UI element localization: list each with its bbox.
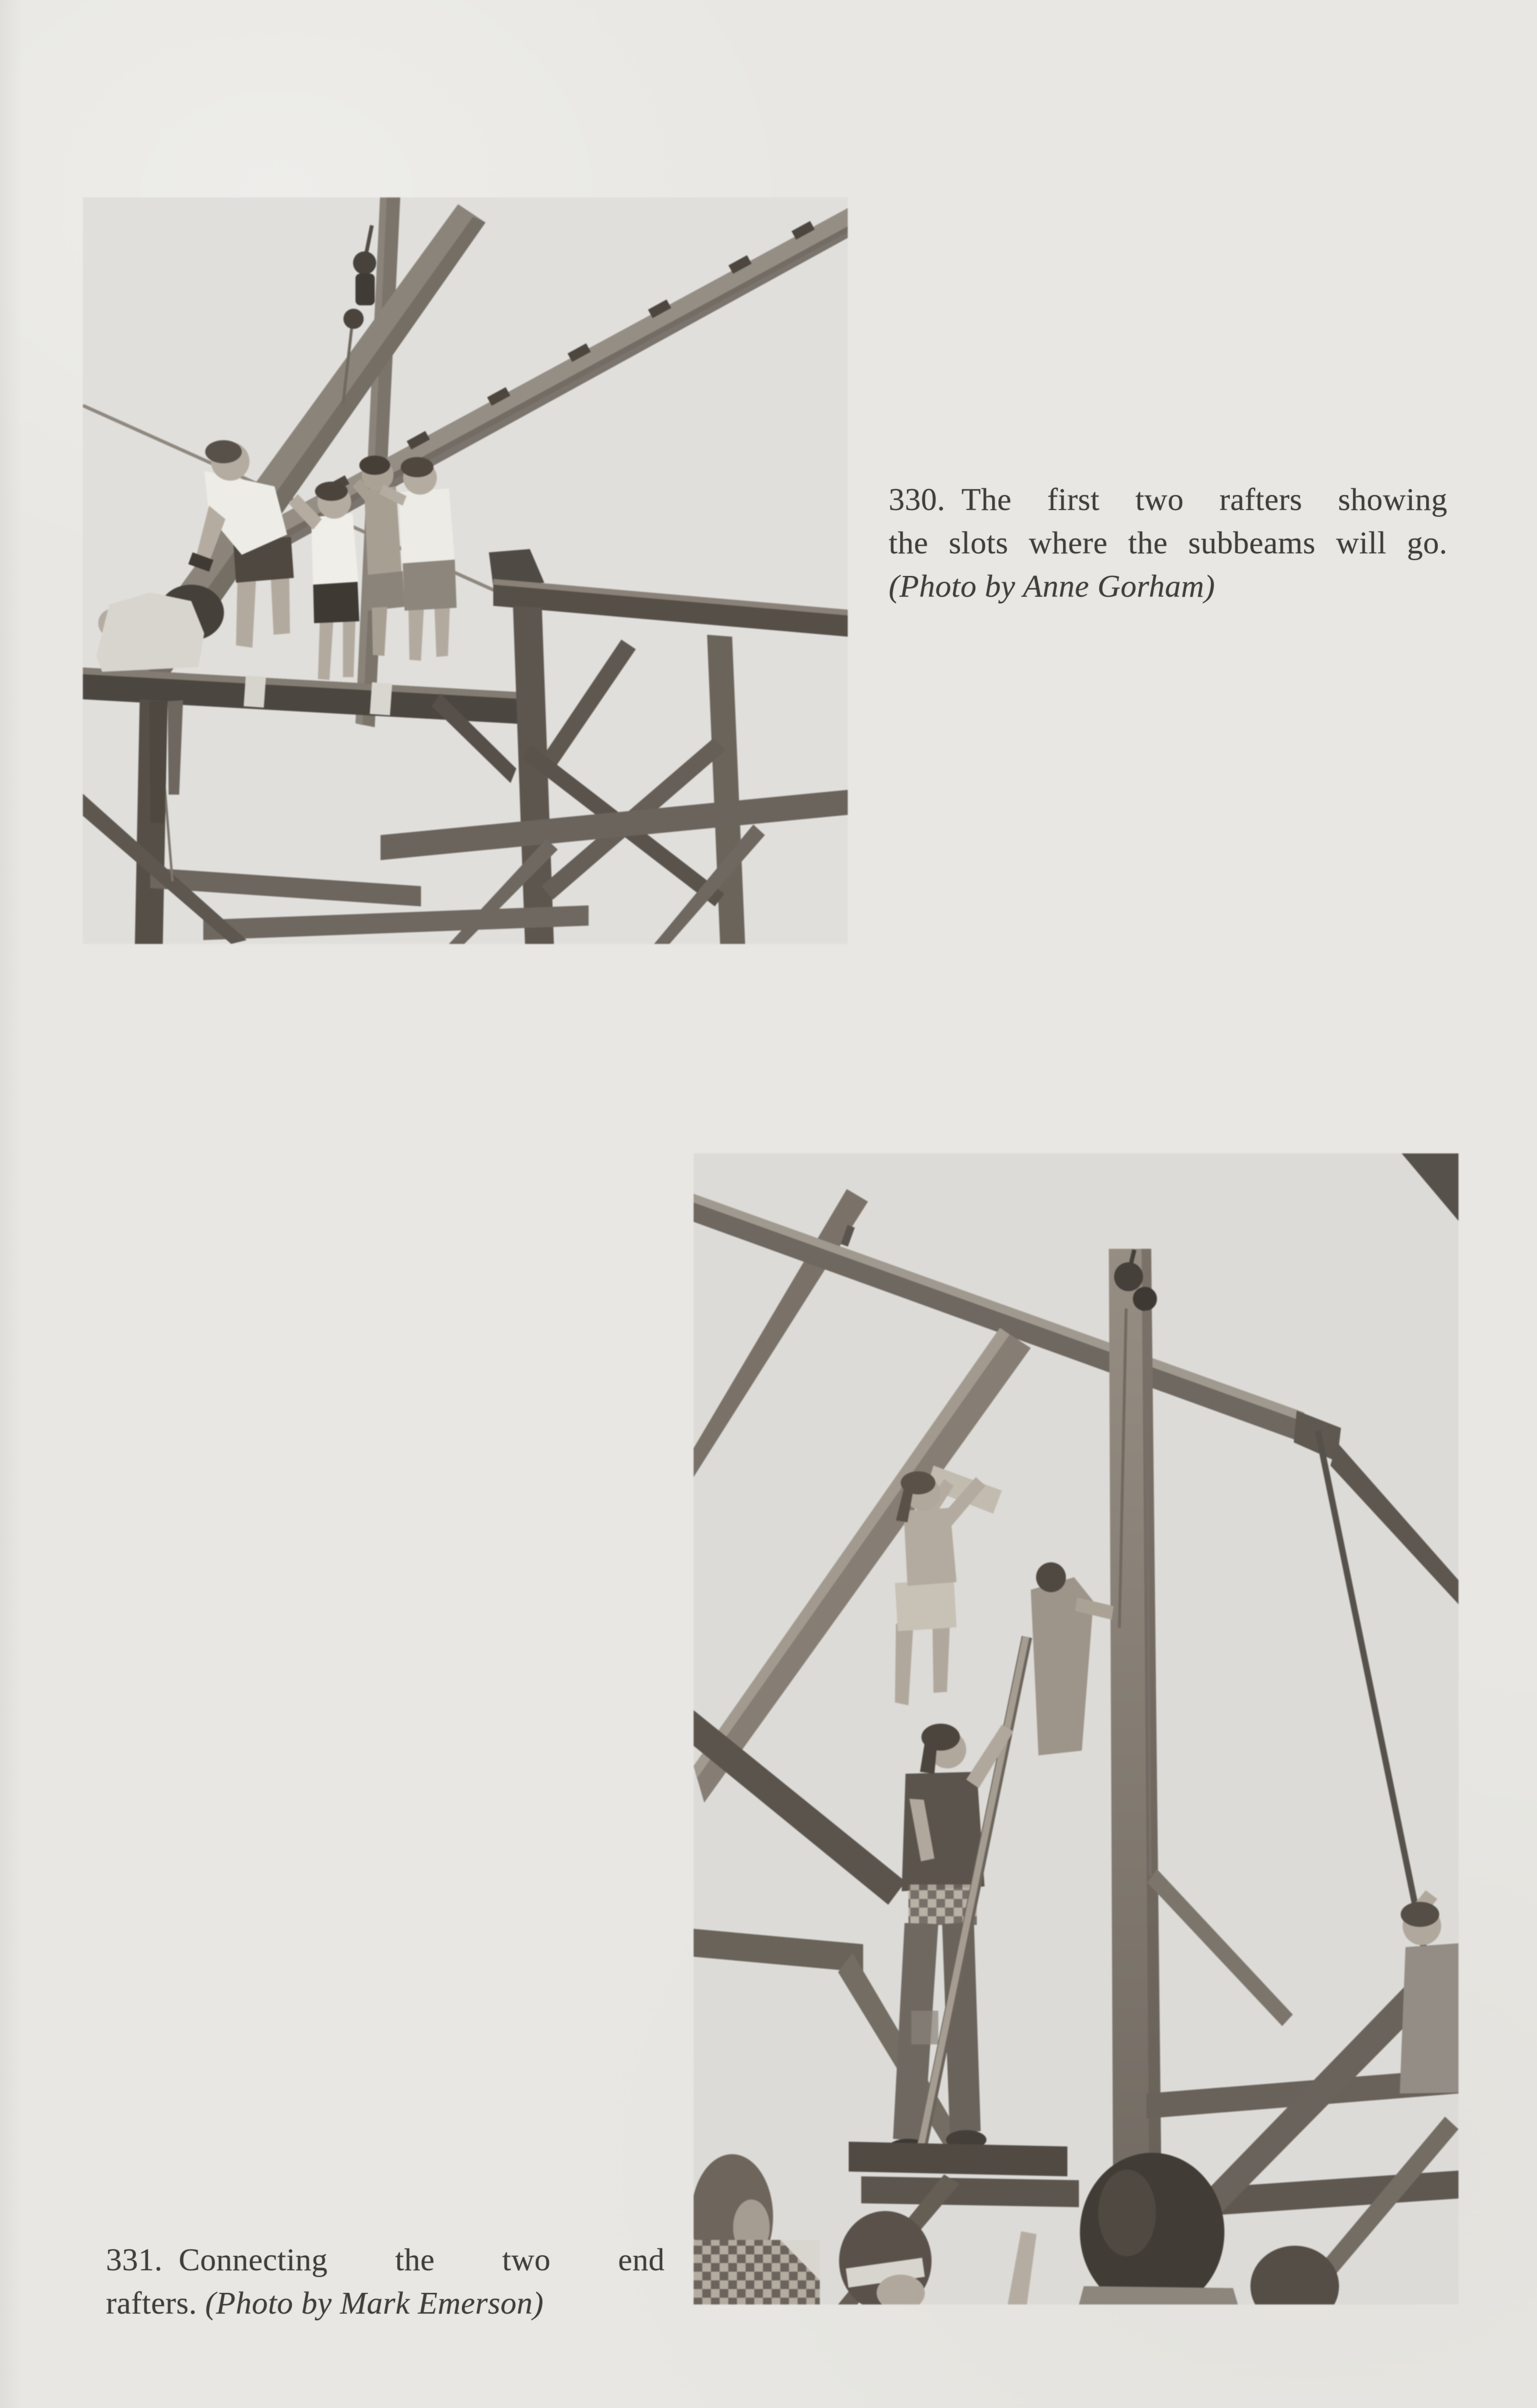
white-tag (244, 676, 266, 708)
caption-331-line1: 331. Connecting the two end (106, 2242, 665, 2277)
caption-331-line2-start: rafters. (106, 2286, 197, 2321)
figure-331-photo (694, 1153, 1458, 2304)
photo-331-illustration (694, 1153, 1458, 2304)
caption-331 (106, 2238, 665, 2325)
white-tag (370, 682, 393, 716)
caption-330 (889, 478, 1447, 608)
caption-331-line2 (106, 2282, 665, 2325)
figure-330-photo (83, 197, 848, 944)
caption-330-line1: 330. The first two rafters showing (889, 482, 1447, 517)
caption-330-credit: (Photo by Anne Gorham) (889, 569, 1215, 604)
photo-330-illustration (83, 197, 848, 944)
caption-331-credit: (Photo by Mark Emerson) (205, 2286, 544, 2321)
caption-330-line2: the slots where the subbeams will go. (889, 525, 1447, 561)
